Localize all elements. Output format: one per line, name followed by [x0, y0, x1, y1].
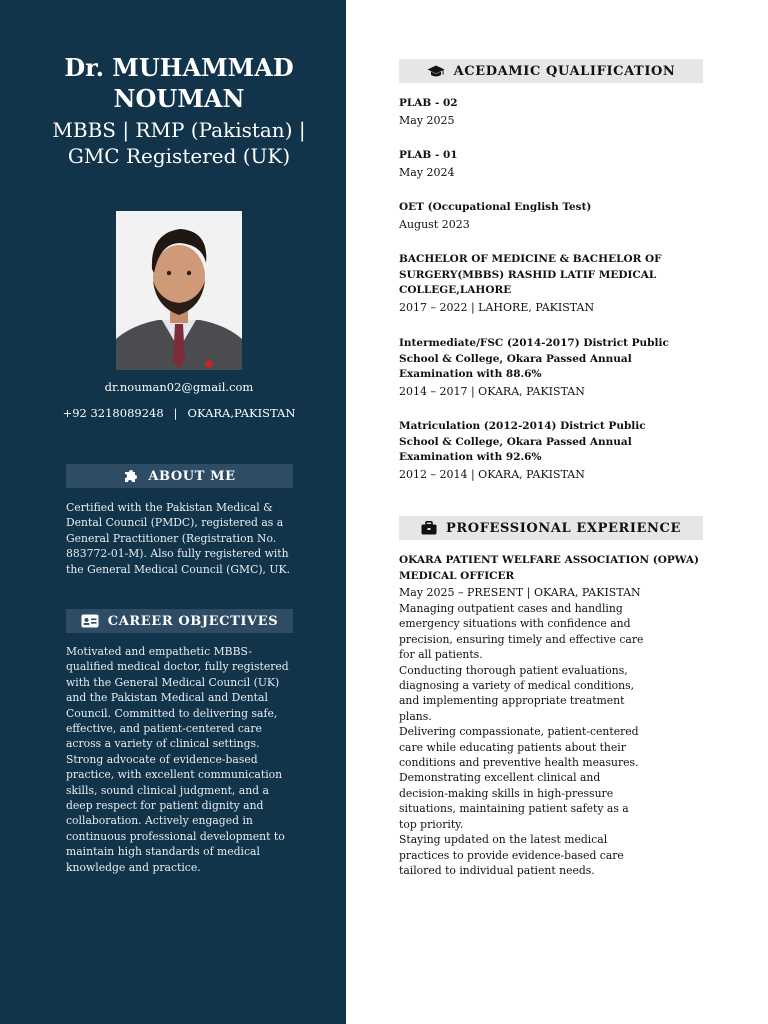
about-me-heading [66, 464, 293, 488]
academic-qualification-heading-label: ACEDAMIC QUALIFICATION [453, 63, 676, 79]
experience-bullet: Demonstrating excellent clinical and decision-making skills in high-pressure situations, maintaining patient safety as a top priority. [399, 771, 629, 831]
professional-experience-heading-label: PROFESSIONAL EXPERIENCE [446, 520, 681, 536]
education-item [399, 252, 664, 316]
experience-title: OKARA PATIENT WELFARE ASSOCIATION (OPWA) MEDICAL OFFICER [399, 554, 700, 582]
education-detail: May 2025 [399, 113, 455, 127]
education-title: PLAB - 02 [399, 97, 458, 109]
location: OKARA,PAKISTAN [187, 406, 296, 420]
credentials-subtitle: MBBS | RMP (Pakistan) | GMC Registered (UK) [52, 118, 306, 168]
experience-bullet: Delivering compassionate, patient-centered care while educating patients about their conditions and preventive health measures. [399, 725, 639, 770]
education-detail: 2017 – 2022 | LAHORE, PAKISTAN [399, 300, 595, 314]
education-detail: 2014 – 2017 | OKARA, PAKISTAN [399, 384, 585, 398]
education-detail: May 2024 [399, 165, 455, 179]
experience-bullet: Staying updated on the latest medical practices to provide evidence-based care tailored to individual patient needs. [399, 833, 624, 877]
experience-bullets [399, 601, 649, 878]
graduation-cap-icon [427, 65, 445, 78]
education-item [399, 96, 699, 129]
contact-line [40, 406, 318, 420]
education-title: Matriculation (2012-2014) District Public School & College, Okara Passed Annual Examination with 92.6% [399, 420, 646, 463]
briefcase-icon [421, 521, 437, 535]
experience-bullet: Conducting thorough patient evaluations, diagnosing a variety of medical conditions, and implementing appropriate treatment plans. [399, 663, 635, 723]
education-detail: 2012 – 2014 | OKARA, PAKISTAN [399, 467, 585, 481]
email-address: dr.nouman02@gmail.com [104, 380, 254, 394]
profile-photo-illustration [116, 211, 242, 370]
career-objectives-heading-label: CAREER OBJECTIVES [107, 613, 279, 629]
contact-separator: | [173, 406, 178, 420]
education-item [399, 200, 699, 233]
education-title: Intermediate/FSC (2014-2017) District Public School & College, Okara Passed Annual Examination with 88.6% [399, 337, 669, 380]
puzzle-icon [123, 468, 139, 484]
about-me-text: Certified with the Pakistan Medical & Dental Council (PMDC), registered as a General Practitioner (Registration No. 883772-01-M). Also fully registered with the General Medical Council (GMC), UK. [66, 501, 291, 576]
academic-qualification-heading [399, 59, 703, 83]
education-detail: August 2023 [399, 217, 470, 231]
education-title: PLAB - 01 [399, 149, 458, 161]
education-item [399, 336, 669, 400]
doctor-name: Dr. MUHAMMAD NOUMAN [64, 53, 294, 113]
education-title: BACHELOR OF MEDICINE & BACHELOR OF SURGERY(MBBS) RASHID LATIF MEDICAL COLLEGE,LAHORE [399, 253, 662, 296]
sidebar [0, 0, 346, 1024]
about-me-heading-label: ABOUT ME [148, 468, 236, 484]
professional-experience-heading [399, 516, 703, 540]
education-title: OET (Occupational English Test) [399, 201, 592, 213]
career-objectives-heading [66, 609, 293, 633]
experience-detail: May 2025 – PRESENT | OKARA, PAKISTAN [399, 586, 641, 599]
experience-bullet: Managing outpatient cases and handling emergency situations with confidence and precision, ensuring timely and effective care for all patients. [399, 602, 644, 662]
profile-photo [116, 211, 242, 370]
education-item [399, 419, 669, 483]
id-card-icon [81, 614, 99, 628]
experience-item [399, 553, 699, 878]
education-item [399, 148, 699, 181]
phone-number: +92 3218089248 [62, 406, 164, 420]
career-objectives-text: Motivated and empathetic MBBS-qualified medical doctor, fully registered with the General Medical Council (UK) and the Pakistan Medical and Dental Council. Committed to delivering safe, effective, and patient-centered care across a variety of clinical settings. Strong advocate of evidence-based practice, with excellent communication skills, sound clinical judgment, and a deep respect for patient dignity and collaboration. Actively engaged in continuous professional development to maintain high standards of medical knowledge and practice. [66, 645, 289, 874]
